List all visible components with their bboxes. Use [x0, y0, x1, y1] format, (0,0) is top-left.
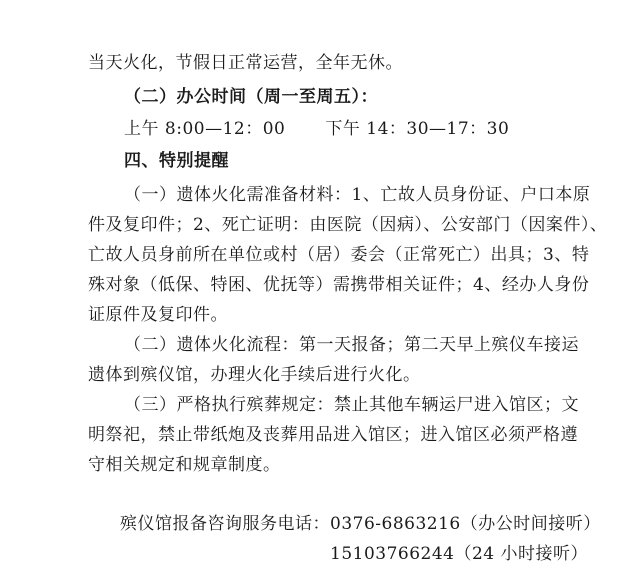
office-hours-line: [124, 118, 509, 140]
reminder-3-line-3: 守相关规定和规章制度。: [88, 455, 281, 475]
reminder-3-line-2: 明祭祀，禁止带纸炮及丧葬用品进入馆区；进入馆区必须严格遵: [88, 425, 578, 445]
reminder-1-line-2: 件及复印件；2、死亡证明：由医院（因病）、公安部门（因案件）、: [88, 215, 608, 235]
heading-office-hours: （二）办公时间（周一至周五）：: [124, 87, 378, 107]
office-hours-morning: 上午 8:00—12：00: [124, 119, 286, 139]
reminder-2-line-1: （二）遗体火化流程：第一天报备；第二天早上殡仪车接运: [124, 335, 579, 355]
contact-phone-24h: 15103766244（24 小时接听）: [330, 544, 589, 564]
reminder-2-line-2: 遗体到殡仪馆，办理火化手续后进行火化。: [88, 365, 421, 385]
reminder-1-line-1: （一）遗体火化需准备材料：1、亡故人员身份证、户口本原: [124, 185, 591, 205]
contact-phone-office: 殡仪馆报备咨询服务电话：0376-6863216（办公时间接听）: [120, 514, 601, 534]
reminder-1-line-5: 证原件及复印件。: [88, 305, 228, 325]
section-heading-special-reminder: 四、特别提醒: [124, 151, 229, 171]
reminder-3-line-1: （三）严格执行殡葬规定：禁止其他车辆运尸进入馆区；文: [124, 395, 579, 415]
text-line-cremation-hours: 当天火化，节假日正常运营，全年无休。: [88, 53, 403, 73]
reminder-1-line-4: 殊对象（低保、特困、优抚等）需携带相关证件；4、经办人身份: [88, 275, 590, 295]
reminder-1-line-3: 亡故人员身前所在单位或村（居）委会（正常死亡）出具；3、特: [88, 245, 590, 265]
office-hours-afternoon: 下午 14：30—17：30: [325, 119, 510, 139]
